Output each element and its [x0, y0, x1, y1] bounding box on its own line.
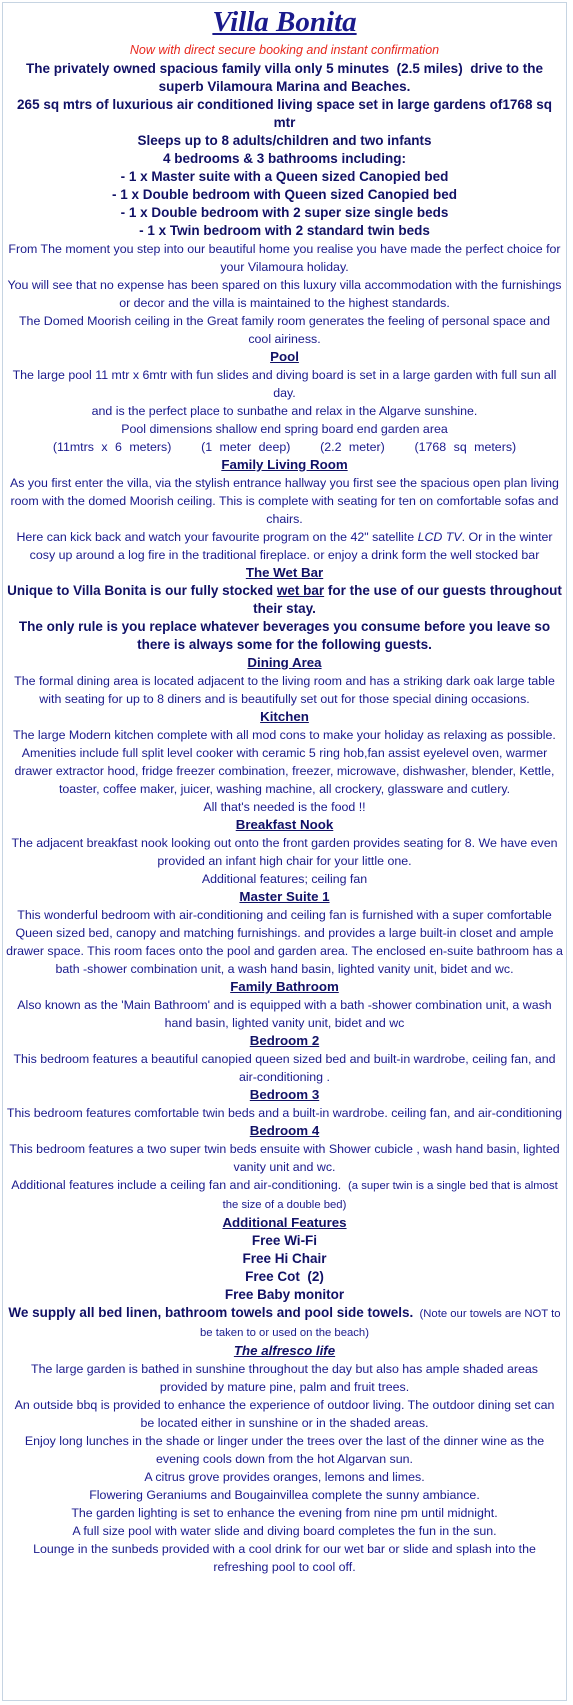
section-heading-alfresco: The alfresco life: [233, 1343, 336, 1358]
lcd-tv-text: LCD TV: [417, 530, 462, 544]
intro-paragraph: The Domed Moorish ceiling in the Great family room generates the feeling of personal space and cool airiness.: [18, 314, 551, 346]
page-content: [3, 3, 566, 1576]
intro-line: Sleeps up to 8 adults/children and two infants: [137, 133, 432, 148]
booking-subtitle: Now with direct secure booking and instant confirmation: [129, 43, 440, 57]
feature-item: Free Cot (2): [245, 1269, 324, 1284]
living-text: Here can kick back and watch your favourite program on the 42" satellite: [16, 530, 418, 544]
pool-dimensions: (11mtrs x 6 meters) (1 meter deep) (2.2 meter) (1768 sq meters): [52, 440, 517, 454]
bedroom-list-item: - 1 x Master suite with a Queen sized Canopied bed: [120, 169, 449, 184]
section-heading-kitchen: Kitchen: [260, 709, 309, 724]
alfresco-paragraph: Enjoy long lunches in the shade or linger under the trees over the last of the dinner wine as the evening cools down from the hot Algarvan sun.: [24, 1434, 545, 1466]
bedroom-list-item: - 1 x Twin bedroom with 2 standard twin beds: [139, 223, 430, 238]
section-heading-bedroom-2: Bedroom 2: [249, 1033, 320, 1048]
linen-paragraph: [6, 1304, 563, 1342]
super-twin-note: (a super twin is a single bed that is almost the size of a double bed): [222, 1180, 558, 1211]
bedroom4-paragraph: This bedroom features a two super twin beds ensuite with Shower cubicle , wash hand basin, lighted vanity unit and wc.: [9, 1142, 560, 1174]
feature-item: Free Hi Chair: [242, 1251, 327, 1266]
feature-item: Free Wi-Fi: [251, 1233, 318, 1248]
alfresco-paragraph: The garden lighting is set to enhance the evening from nine pm until midnight.: [71, 1506, 498, 1520]
intro-paragraph: You will see that no expense has been spared on this luxury villa accommodation with the furnishings or decor and the villa is maintained to the highest standards.: [7, 278, 562, 310]
bedroom-list-item: - 1 x Double bedroom with Queen sized Canopied bed: [111, 187, 458, 202]
pool-paragraph: The large pool 11 mtr x 6mtr with fun slides and diving board is set in a large garden with full sun all day.: [12, 368, 557, 400]
bedroom4-paragraph: [6, 1176, 563, 1214]
alfresco-paragraph: Flowering Geraniums and Bougainvillea complete the sunny ambiance.: [89, 1488, 480, 1502]
section-heading-bedroom-4: Bedroom 4: [249, 1123, 320, 1138]
towel-note: (Note our towels are NOT to be taken to or used on the beach): [200, 1308, 561, 1339]
wetbar-paragraph: The only rule is you replace whatever beverages you consume before you leave so there is always some for the following guests.: [18, 619, 551, 652]
section-heading-dining: Dining Area: [247, 655, 322, 670]
bathroom-paragraph: Also known as the 'Main Bathroom' and is equipped with a bath -shower combination unit, a wash hand basin, lighted vanity unit, bidet and wc: [17, 998, 552, 1030]
section-heading-additional-features: Additional Features: [222, 1215, 347, 1230]
living-text: . Or in the winter cosy up around a log fire in the traditional fireplace. or enjoy a drink form the well stocked bar: [29, 530, 553, 562]
alfresco-paragraph: A full size pool with water slide and diving board completes the fun in the sun.: [72, 1524, 497, 1538]
living-paragraph: As you first enter the villa, via the stylish entrance hallway you first see the spacious open plan living room with the domed Moorish ceiling. This is complete with seating for ten on comfortable sofas and chairs.: [10, 476, 559, 526]
feature-item: Free Baby monitor: [224, 1287, 345, 1302]
living-paragraph: [6, 528, 563, 564]
section-heading-living-room: Family Living Room: [221, 457, 348, 472]
intro-line: The privately owned spacious family villa only 5 minutes (2.5 miles) drive to the superb Vilamoura Marina and Beaches.: [26, 61, 543, 94]
villa-page: [2, 2, 567, 1701]
bedroom3-paragraph: This bedroom features comfortable twin beds and a built-in wardrobe. ceiling fan, and air-conditioning: [6, 1106, 563, 1120]
intro-line: 265 sq mtrs of luxurious air conditioned living space set in large gardens of1768 sq mtr: [17, 97, 552, 130]
alfresco-paragraph: The large garden is bathed in sunshine throughout the day but also has ample shaded areas provided by mature pine, palm and fruit trees.: [31, 1362, 538, 1394]
intro-line: 4 bedrooms & 3 bathrooms including:: [162, 151, 407, 166]
alfresco-paragraph: A citrus grove provides oranges, lemons and limes.: [144, 1470, 425, 1484]
pool-paragraph: and is the perfect place to sunbathe and relax in the Algarve sunshine.: [91, 404, 478, 418]
master-paragraph: This wonderful bedroom with air-conditioning and ceiling fan is furnished with a super comfortable Queen sized bed, canopy and matching furnishings. and provides a large built-in closet and ample drawer space. This room faces onto the pool and garden area. The enclosed en-suite bathroom has a bath -shower combination unit, a wash hand basin, lighted vanity unit, bidet and wc.: [6, 908, 563, 976]
section-heading-pool: Pool: [270, 349, 299, 364]
bedroom2-paragraph: This bedroom features a beautiful canopied queen sized bed and built-in wardrobe, ceiling fan, and air-conditioning .: [13, 1052, 556, 1084]
bedroom4-text: Additional features include a ceiling fan and air-conditioning.: [11, 1178, 349, 1192]
nook-paragraph: The adjacent breakfast nook looking out onto the front garden provides seating for 8. We have even provided an infant high chair for your little one.: [11, 836, 558, 868]
section-heading-family-bathroom: Family Bathroom: [230, 979, 339, 994]
linen-bold-text: We supply all bed linen, bathroom towels and pool side towels.: [8, 1305, 414, 1320]
dining-paragraph: The formal dining area is located adjacent to the living room and has a striking dark oak large table with seating for up to 8 diners and is beautifully set out for those special dining occasions.: [14, 674, 555, 706]
pool-paragraph: Pool dimensions shallow end spring board end garden area: [121, 422, 448, 436]
nook-paragraph: Additional features; ceiling fan: [201, 872, 368, 886]
alfresco-paragraph: Lounge in the sunbeds provided with a cool drink for our wet bar or slide and splash into the refreshing pool to cool off.: [33, 1542, 536, 1574]
wetbar-text: Unique to Villa Bonita is our fully stocked: [7, 583, 277, 598]
bedroom-list-item: - 1 x Double bedroom with 2 super size single beds: [120, 205, 449, 220]
intro-paragraph: From The moment you step into our beautiful home you realise you have made the perfect choice for your Vilamoura holiday.: [8, 242, 561, 274]
wet-bar-link[interactable]: wet bar: [276, 583, 325, 598]
kitchen-paragraph: The large Modern kitchen complete with all mod cons to make your holiday as relaxing as possible. Amenities include full split level cooker with ceramic 5 ring hob,fan assist eyelevel oven, warmer drawer extractor hood, fridge freezer combination, freezer, microwave, dishwasher, blender, Kettle, toaster, coffee maker, juicer, washing machine, all crockery, glassware and cutlery.: [13, 728, 556, 796]
section-heading-master-suite: Master Suite 1: [239, 889, 330, 904]
section-heading-bedroom-3: Bedroom 3: [249, 1087, 320, 1102]
kitchen-paragraph: All that's needed is the food !!: [203, 800, 366, 814]
alfresco-paragraph: An outside bbq is provided to enhance the experience of outdoor living. The outdoor dining set can be located either in sunshine or in the shaded areas.: [14, 1398, 555, 1430]
section-heading-breakfast-nook: Breakfast Nook: [235, 817, 334, 832]
wetbar-text: for the use of our guests throughout their stay.: [253, 583, 562, 616]
page-title: Villa Bonita: [212, 6, 357, 38]
wetbar-paragraph: [6, 582, 563, 618]
section-heading-wet-bar: The Wet Bar: [245, 565, 324, 580]
